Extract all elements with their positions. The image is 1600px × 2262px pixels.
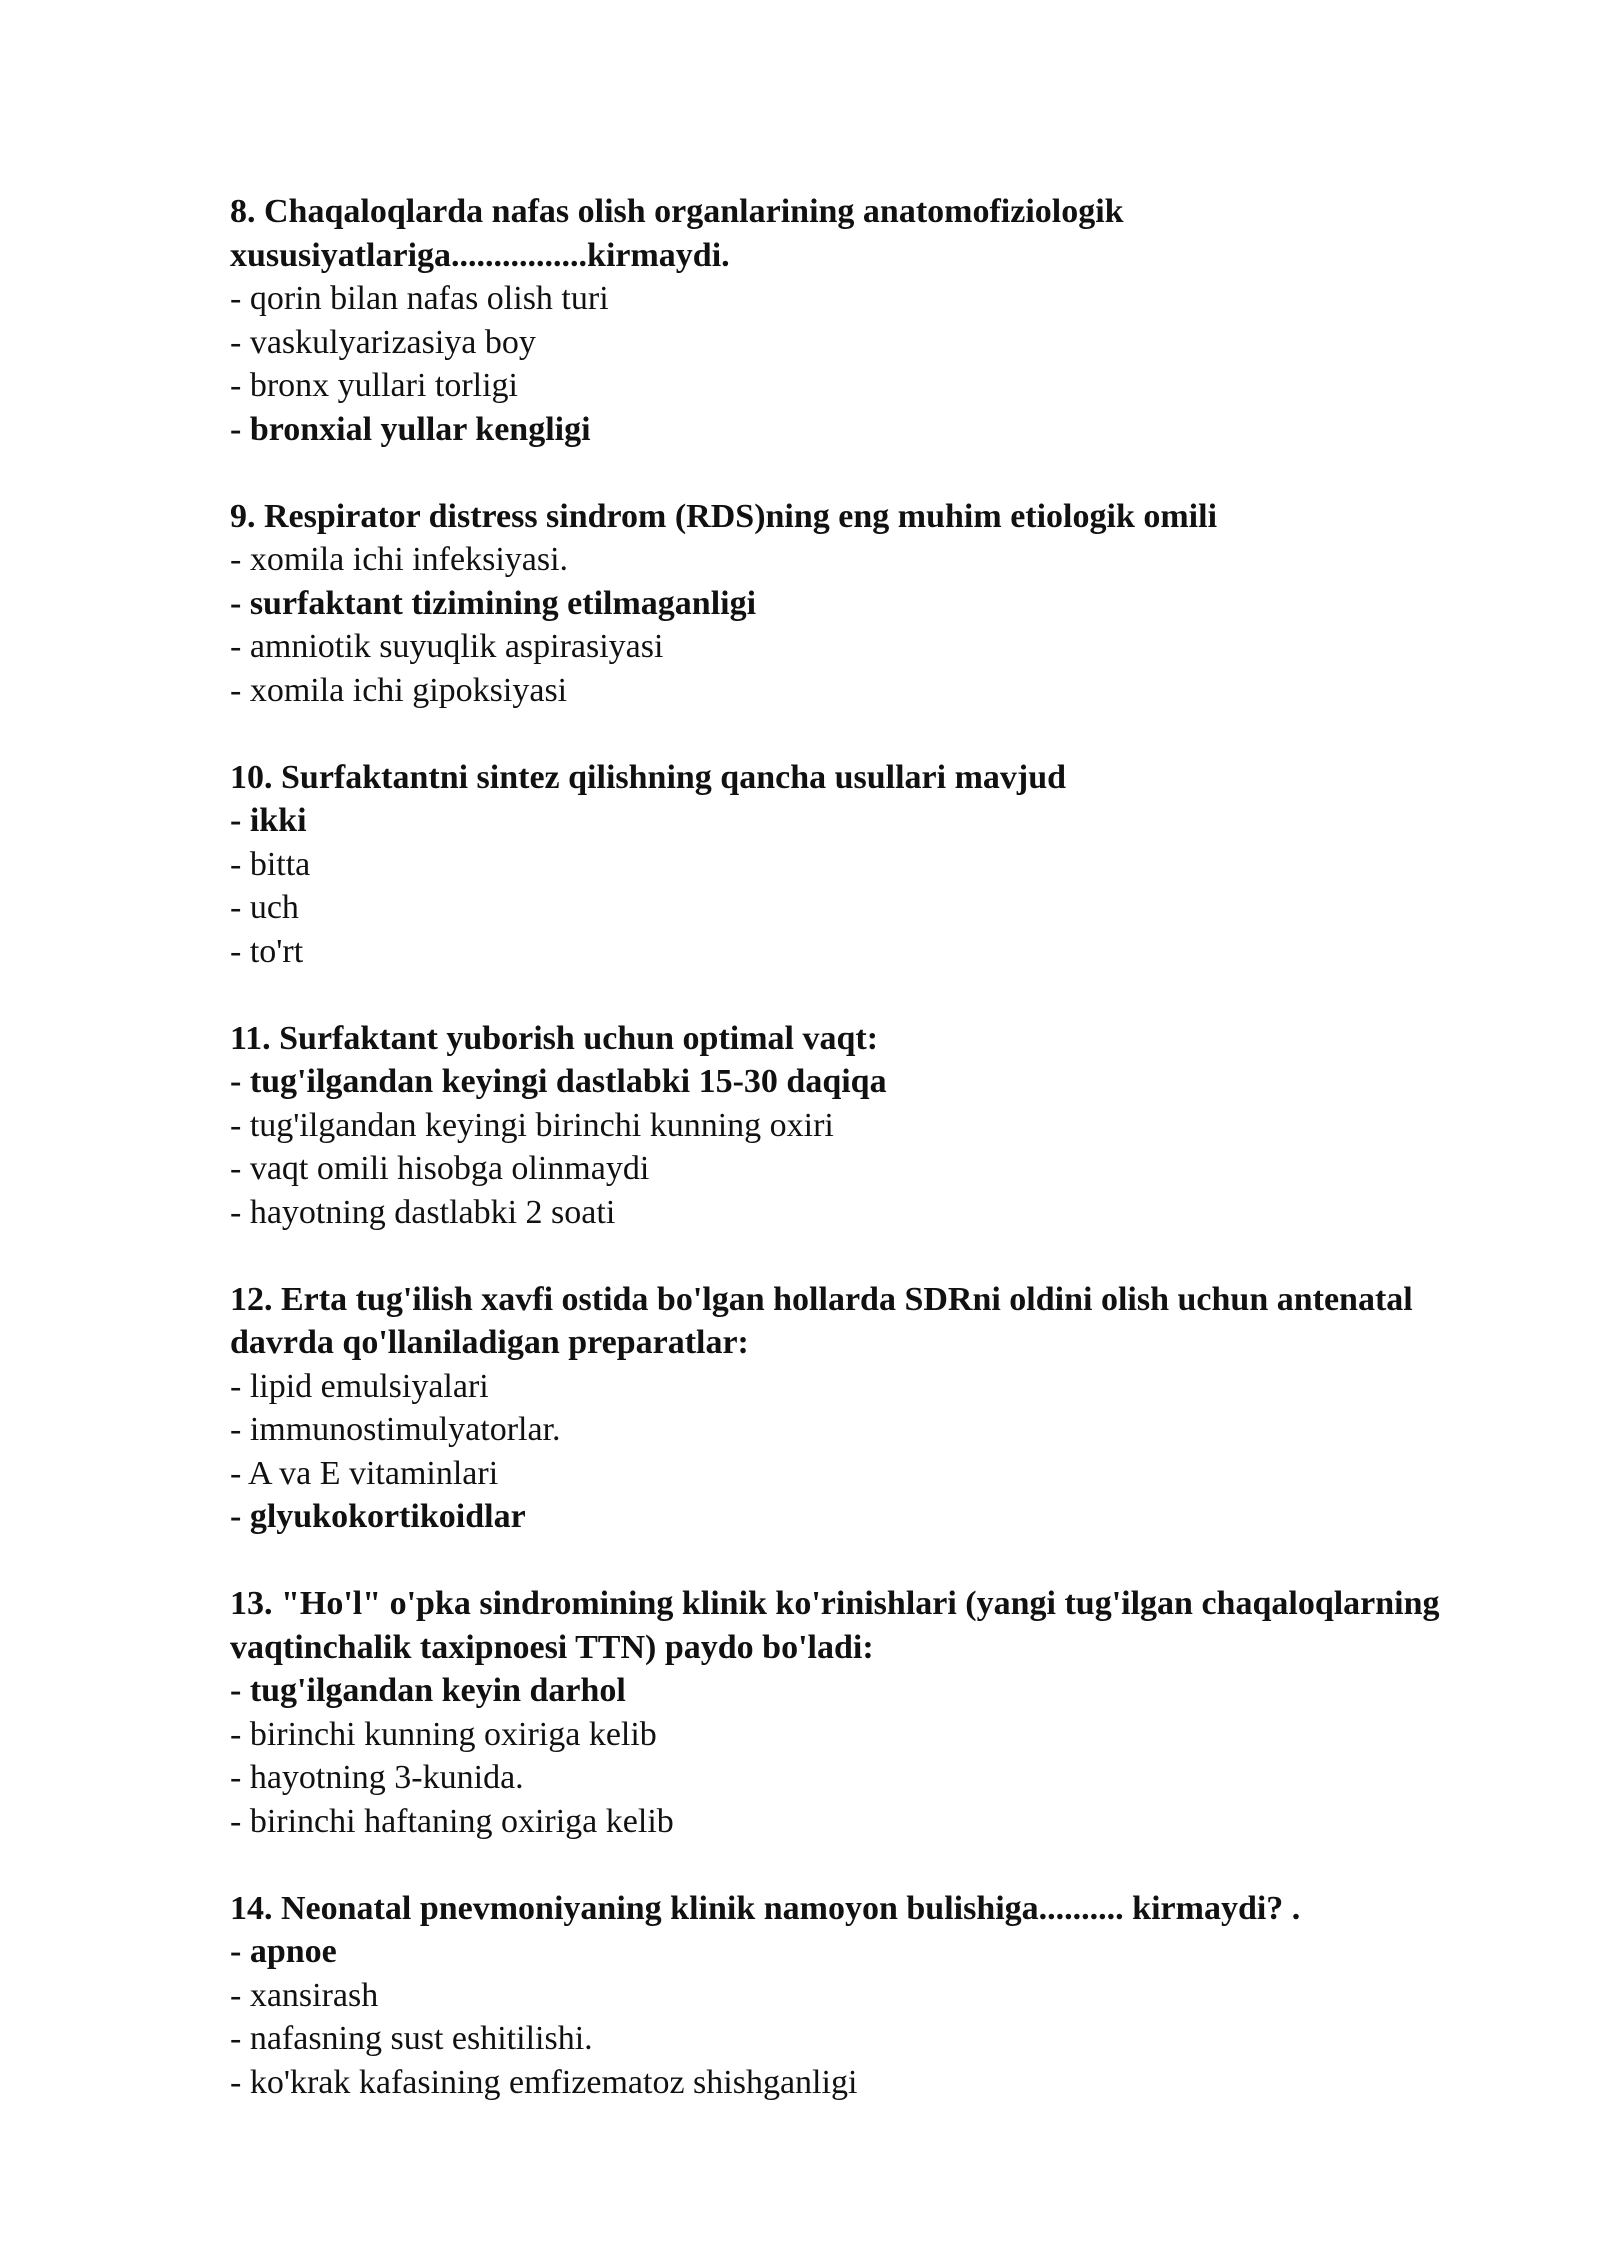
question-9 xyxy=(230,495,1480,713)
correct-answer-option: - tug'ilgandan keyingi dastlabki 15-30 daqiqa xyxy=(230,1063,887,1100)
document-page xyxy=(230,190,1480,2148)
question-13 xyxy=(230,1582,1480,1843)
answer-option: - immunostimulyatorlar. xyxy=(230,1411,561,1448)
question-text: 9. Respirator distress sindrom (RDS)ning eng muhim etiologik omili xyxy=(230,497,1218,535)
answer-option: - tug'ilgandan keyingi birinchi kunning oxiri xyxy=(230,1106,834,1144)
answer-option: - hayotning dastlabki 2 soati xyxy=(230,1193,616,1231)
question-8 xyxy=(230,190,1480,451)
answer-options xyxy=(230,799,1480,973)
answer-options xyxy=(230,277,1480,451)
answer-options xyxy=(230,1365,1480,1539)
answer-option: - xansirash xyxy=(230,1976,379,2014)
question-text: 8. Chaqaloqlarda nafas olish organlarining anatomofiziologik xususiyatlariga................kirmaydi. xyxy=(230,193,1124,274)
answer-option: - nafasning sust eshitilishi. xyxy=(230,2020,593,2057)
answer-options xyxy=(230,1930,1480,2104)
answer-option: - vaskulyarizasiya boy xyxy=(230,323,536,361)
correct-answer-option: - glyukokortikoidlar xyxy=(230,1498,526,1535)
correct-answer-option: - apnoe xyxy=(230,1933,337,1970)
answer-option: - bitta xyxy=(230,845,311,883)
answer-option: - hayotning 3-kunida. xyxy=(230,1759,524,1796)
question-text: 10. Surfaktantni sintez qilishning qancha usullari mavjud xyxy=(230,758,1067,796)
answer-option: - xomila ichi infeksiyasi. xyxy=(230,541,569,578)
answer-options xyxy=(230,538,1480,712)
answer-option: - ko'krak kafasining emfizematoz shishganligi xyxy=(230,2063,858,2101)
answer-option: - vaqt omili hisobga olinmaydi xyxy=(230,1150,650,1187)
answer-option: - uch xyxy=(230,889,299,926)
question-text: 12. Erta tug'ilish xavfi ostida bo'lgan hollarda SDRni oldini olish uchun antenatal davrda qo'llaniladigan preparatlar: xyxy=(230,1280,1413,1361)
answer-option: - amniotik suyuqlik aspirasiyasi xyxy=(230,628,664,665)
correct-answer-option: - tug'ilgandan keyin darhol xyxy=(230,1672,626,1709)
question-11 xyxy=(230,1017,1480,1235)
question-text: 14. Neonatal pnevmoniyaning klinik namoyon bulishiga.......... kirmaydi? . xyxy=(230,1889,1301,1927)
answer-options xyxy=(230,1669,1480,1843)
correct-answer-option: - bronxial yullar kengligi xyxy=(230,410,591,448)
answer-option: - xomila ichi gipoksiyasi xyxy=(230,671,568,709)
answer-option: - lipid emulsiyalari xyxy=(230,1367,489,1405)
question-10 xyxy=(230,756,1480,974)
question-text: 13. "Ho'l" o'pka sindromining klinik ko'rinishlari (yangi tug'ilgan chaqaloqlarning vaqtinchalik taxipnoesi TTN) paydo bo'ladi: xyxy=(230,1585,1440,1666)
answer-option: - birinchi haftaning oxiriga kelib xyxy=(230,1802,674,1840)
question-12 xyxy=(230,1278,1480,1539)
answer-option: - birinchi kunning oxiriga kelib xyxy=(230,1715,657,1753)
question-14 xyxy=(230,1887,1480,2105)
answer-option: - bronx yullari torligi xyxy=(230,367,519,404)
answer-option: - A va E vitaminlari xyxy=(230,1454,499,1492)
answer-options xyxy=(230,1060,1480,1234)
question-text: 11. Surfaktant yuborish uchun optimal vaqt: xyxy=(230,1019,879,1057)
correct-answer-option: - surfaktant tizimining etilmaganligi xyxy=(230,584,757,622)
correct-answer-option: - ikki xyxy=(230,802,307,839)
answer-option: - to'rt xyxy=(230,932,304,970)
answer-option: - qorin bilan nafas olish turi xyxy=(230,280,609,317)
